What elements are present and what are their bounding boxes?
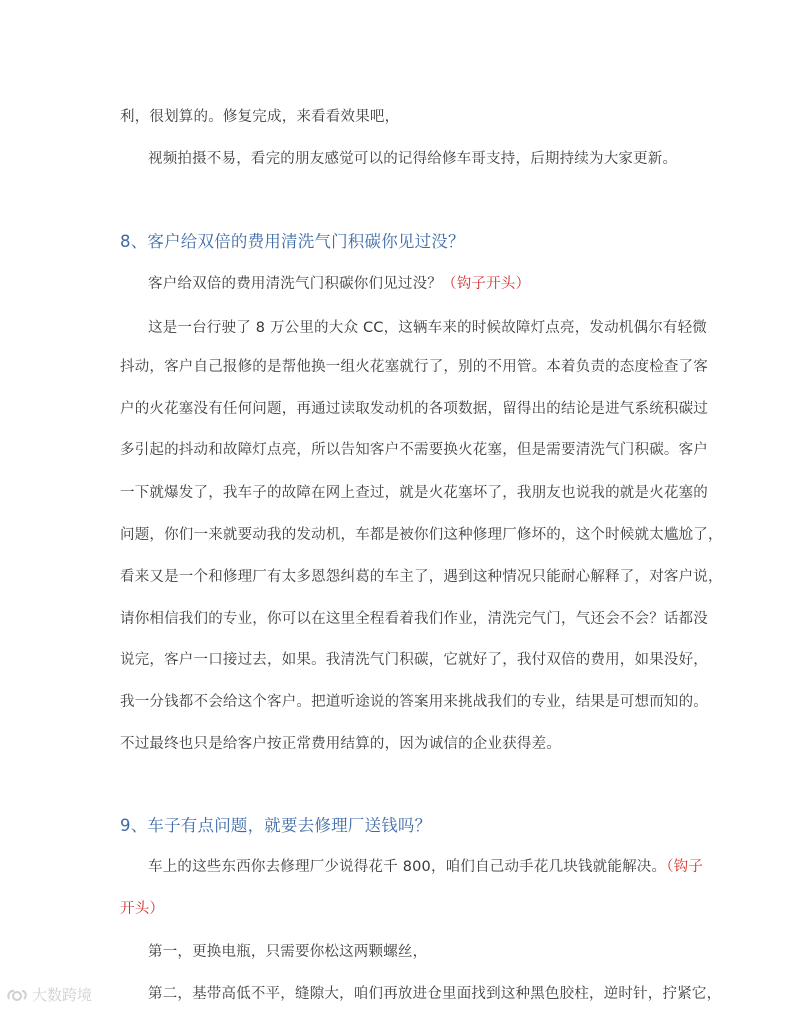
brand-logo-icon [6,987,28,1003]
paragraph-line: 视频拍摄不易，看完的朋友感觉可以的记得给修车哥支持，后期持续为大家更新。 [148,151,678,167]
watermark-text: 大数跨境 [32,986,93,1004]
paragraph-line: 户的火花塞没有任何问题，再通过读取发动机的各项数据，留得出的结论是进气系统积碳过 [120,401,708,417]
section-heading-8: 8、客户给双倍的费用清洗气门积碳你见过没？ [120,232,465,251]
paragraph-line: 这是一台行驶了 8 万公里的大众 CC，这辆车来的时候故障灯点亮，发动机偶尔有轻微 [148,320,707,336]
paragraph-line [148,857,704,877]
paragraph-line: 说完，客户一口接过去，如果。我清洗气门积碳，它就好了，我付双倍的费用，如果没好， [120,652,708,668]
paragraph-line: 问题，你们一来就要动我的发动机，车都是被你们这种修理厂修坏的，这个时候就太尴尬了， [120,527,723,543]
paragraph-line: 一下就爆发了，我车子的故障在网上查过，就是火花塞坏了，我朋友也说我的就是火花塞的 [120,485,708,501]
paragraph-line: 第一，更换电瓶，只需要你松这两颗螺丝， [148,944,428,960]
hook-tag: （钩子 [666,859,704,875]
watermark [6,985,92,1005]
paragraph-line: 第二，基带高低不平，缝隙大，咱们再放进仓里面找到这种黑色胶柱，逆时针，拧紧它， [148,986,722,1002]
paragraph-line [148,274,680,294]
paragraph-line: 看来又是一个和修理厂有太多恩怨纠葛的车主了，遇到这种情况只能耐心解释了，对客户说， [120,569,723,585]
paragraph-line: 我一分钱都不会给这个客户。把道听途说的答案用来挑战我们的专业，结果是可想而知的。 [120,694,708,710]
hook-tag: （钩子开头） [442,276,531,292]
hook-sentence: 客户给双倍的费用清洗气门积碳你们见过没？ [148,276,442,292]
paragraph-line: 利，很划算的。修复完成，来看看效果吧， [120,109,400,125]
hook-sentence: 车上的这些东西你去修理厂少说得花千 800，咱们自己动手花几块钱就能解决。 [148,859,667,875]
hook-tag-continuation: 开头） [120,901,165,917]
paragraph-line: 多引起的抖动和故障灯点亮，所以告知客户不需要换火花塞，但是需要清洗气门积碳。客户 [120,442,708,458]
paragraph-line: 请你相信我们的专业，你可以在这里全程看着我们作业，清洗完气门，气还会不会？话都没 [120,611,708,627]
paragraph-line: 抖动，客户自己报修的是帮他换一组火花塞就行了，别的不用管。本着负责的态度检查了客 [120,359,708,375]
section-heading-9: 9、车子有点问题，就要去修理厂送钱吗？ [120,816,432,835]
paragraph-line: 不过最终也只是给客户按正常费用结算的，因为诚信的企业获得差。 [120,736,561,752]
